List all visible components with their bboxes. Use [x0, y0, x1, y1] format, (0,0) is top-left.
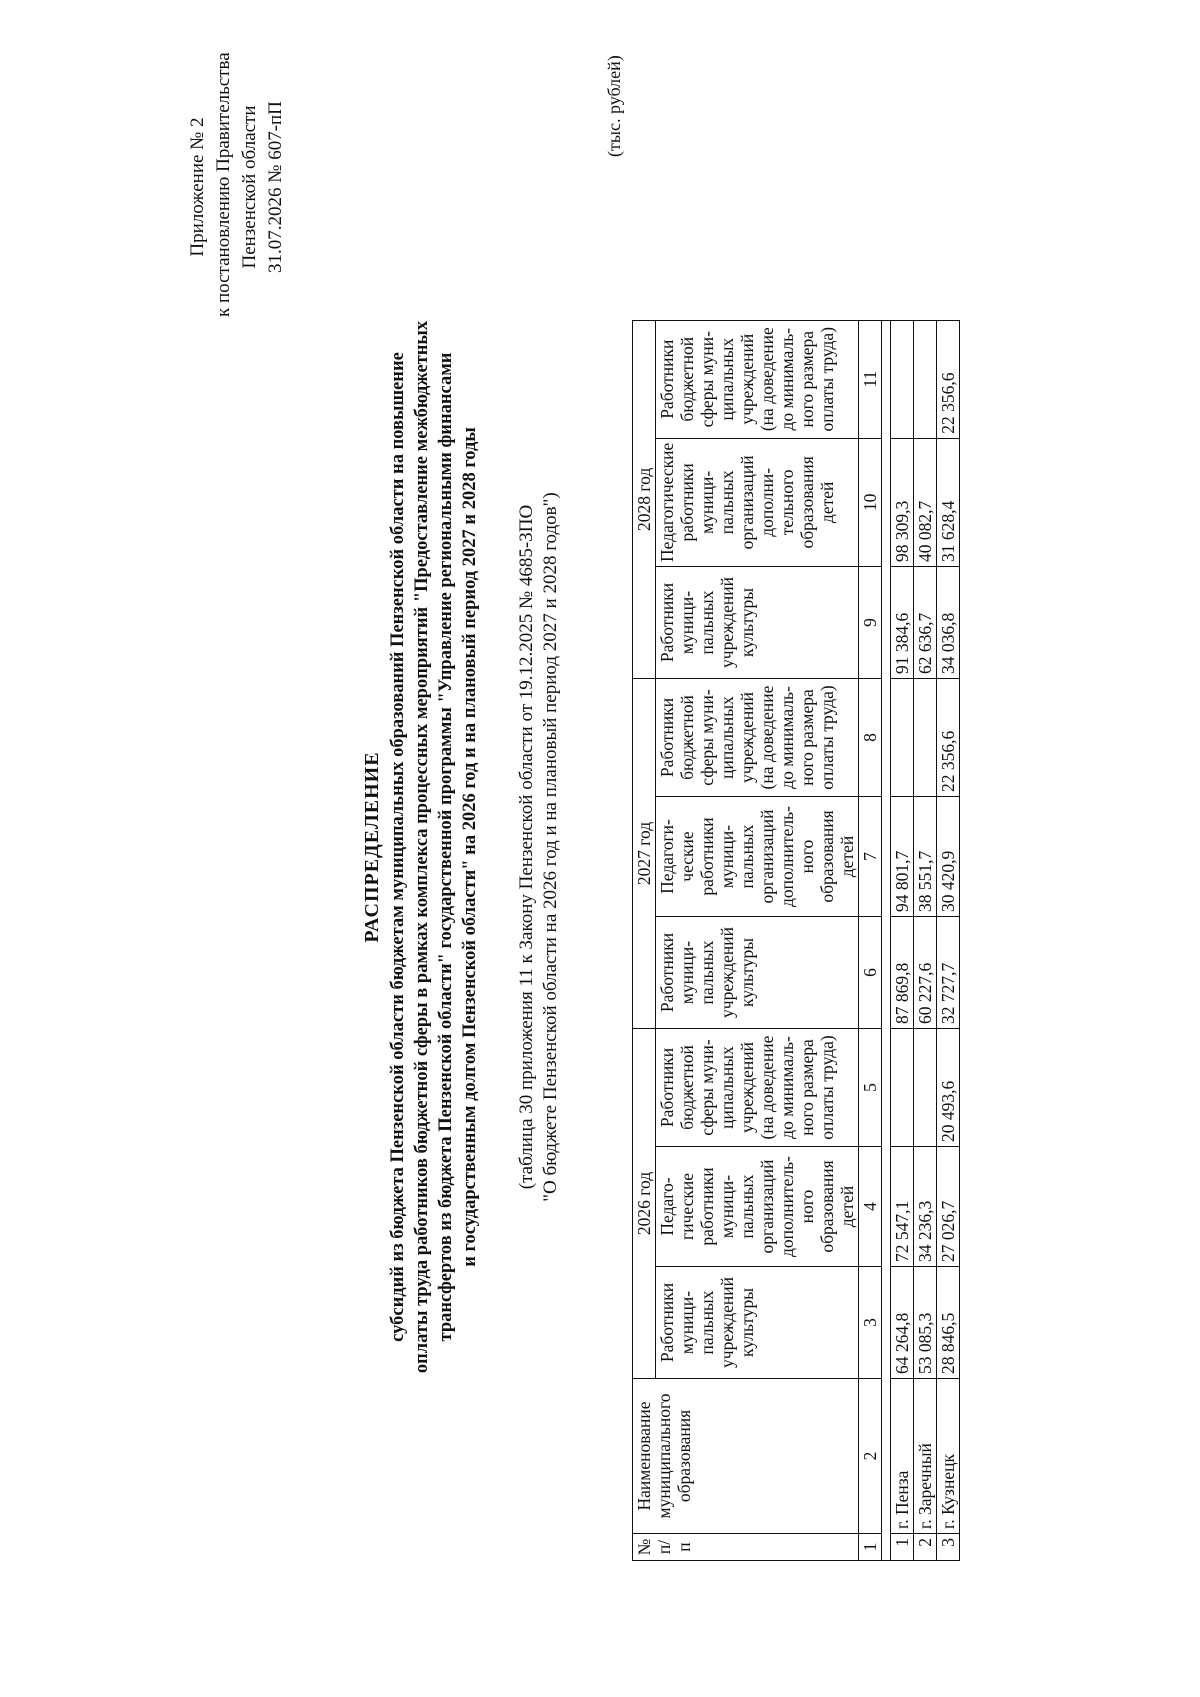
- appendix-line: Пензенской области: [239, 105, 260, 269]
- cell-value: 38 551,7: [914, 797, 937, 917]
- header-mrot-2026: Работники бюджетной сферы муни-ципальных учреждений (на доведение до минималь-ного размера оплаты труда): [656, 1029, 859, 1147]
- table-row: [891, 320, 914, 1560]
- col-number: 10: [859, 438, 882, 566]
- header-name: Наименование муниципального образования: [633, 1379, 859, 1534]
- appendix-line: Приложение № 2: [187, 117, 208, 257]
- cell-value: 94 801,7: [891, 797, 914, 917]
- appendix-date: 31.07.2026 № 607-пП: [265, 101, 286, 273]
- header-teachers-2028: Педагогические работники муници-пальных организаций дополни-тельного образования детей: [656, 438, 859, 566]
- header-culture-2027: Работники муници-пальных учреждений культуры: [656, 917, 859, 1029]
- cell-value: 98 309,3: [891, 438, 914, 566]
- col-number: 4: [859, 1147, 882, 1267]
- title-main: РАСПРЕДЕЛЕНИЕ: [361, 751, 383, 943]
- col-number: 2: [859, 1379, 882, 1534]
- reference-line: (таблица 30 приложения 11 к Закону Пензенской области от 19.12.2025 № 4685-ЗПО: [516, 504, 537, 1190]
- title-line: субсидий из бюджета Пензенской области бюджетам муниципальных образований Пензенской области на повышение: [388, 352, 408, 1342]
- cell-value: 32 727,7: [937, 917, 960, 1029]
- header-year-2027: 2027 год: [633, 679, 656, 1029]
- gap-cell: [882, 320, 891, 1560]
- cell-value: 72 547,1: [891, 1147, 914, 1267]
- cell-value: 40 082,7: [914, 438, 937, 566]
- cell-value: 28 846,5: [937, 1267, 960, 1379]
- cell-value: [914, 679, 937, 797]
- cell-value: 87 869,8: [891, 917, 914, 1029]
- row-name: г. Заречный: [914, 1379, 937, 1534]
- row-name: г. Кузнецк: [937, 1379, 960, 1534]
- header-teachers-2027: Педагоги-ческие работники муници-пальных организаций дополнитель-ного образования детей: [656, 797, 859, 917]
- cell-value: 27 026,7: [937, 1147, 960, 1267]
- header-row-categories: [656, 320, 859, 1560]
- appendix-block: [185, 52, 289, 317]
- col-number: 1: [859, 1534, 882, 1561]
- table-row: [914, 320, 937, 1560]
- cell-value: 22 356,6: [937, 679, 960, 797]
- column-number-row: [859, 320, 882, 1560]
- cell-value: 20 493,6: [937, 1029, 960, 1147]
- header-row-years: [633, 320, 656, 1560]
- col-number: 9: [859, 567, 882, 679]
- title-line: и государственным долгом Пензенской области" на 2026 год и на плановый период 2027 и 2028 годы: [460, 427, 480, 1267]
- law-reference: [515, 157, 563, 1537]
- header-teachers-2026: Педаго-гические работники муници-пальных организаций дополнитель-ного образования детей: [656, 1147, 859, 1267]
- row-num: 2: [914, 1534, 937, 1561]
- cell-value: 34 036,8: [937, 567, 960, 679]
- cell-value: [891, 679, 914, 797]
- title-line: трансфертов из бюджета Пензенской области" государственной программы "Управление региональными финансами: [436, 352, 456, 1342]
- table-gap: [882, 320, 891, 1560]
- cell-value: [914, 320, 937, 438]
- cell-value: [891, 1029, 914, 1147]
- cell-value: 31 628,4: [937, 438, 960, 566]
- distribution-table: [632, 320, 960, 1561]
- cell-value: 62 636,7: [914, 567, 937, 679]
- units-label: (тыс. рублей): [604, 55, 624, 157]
- header-mrot-2028: Работники бюджетной сферы муни-ципальных учреждений (на доведение до минималь-ного размера оплаты труда): [656, 320, 859, 438]
- row-num: 1: [891, 1534, 914, 1561]
- table-row: [937, 320, 960, 1560]
- header-culture-2028: Работники муници-пальных учреждений культуры: [656, 567, 859, 679]
- reference-line: "О бюджете Пензенской области на 2026 год и на плановый период 2027 и 2028 годов"): [540, 492, 561, 1202]
- cell-value: 64 264,8: [891, 1267, 914, 1379]
- cell-value: 60 227,6: [914, 917, 937, 1029]
- document-title: [360, 157, 482, 1537]
- appendix-line: к постановлению Правительства: [213, 52, 234, 317]
- header-year-2026: 2026 год: [633, 1029, 656, 1379]
- col-number: 6: [859, 917, 882, 1029]
- row-num: 3: [937, 1534, 960, 1561]
- header-year-2028: 2028 год: [633, 320, 656, 678]
- title-line: оплаты труда работников бюджетной сферы в рамках комплекса процессных мероприятий "Предоставление межбюджетных: [412, 320, 432, 1374]
- col-number: 3: [859, 1267, 882, 1379]
- header-num: № п/п: [633, 1534, 859, 1561]
- cell-value: 53 085,3: [914, 1267, 937, 1379]
- header-mrot-2027: Работники бюджетной сферы муни-ципальных учреждений (на доведение до минималь-ного размера оплаты труда): [656, 679, 859, 797]
- col-number: 8: [859, 679, 882, 797]
- row-name: г. Пенза: [891, 1379, 914, 1534]
- cell-value: 30 420,9: [937, 797, 960, 917]
- cell-value: 91 384,6: [891, 567, 914, 679]
- col-number: 5: [859, 1029, 882, 1147]
- col-number: 7: [859, 797, 882, 917]
- col-number: 11: [859, 320, 882, 438]
- header-culture-2026: Работники муници-пальных учреждений культуры: [656, 1267, 859, 1379]
- cell-value: [891, 320, 914, 438]
- cell-value: 22 356,6: [937, 320, 960, 438]
- cell-value: [914, 1029, 937, 1147]
- cell-value: 34 236,3: [914, 1147, 937, 1267]
